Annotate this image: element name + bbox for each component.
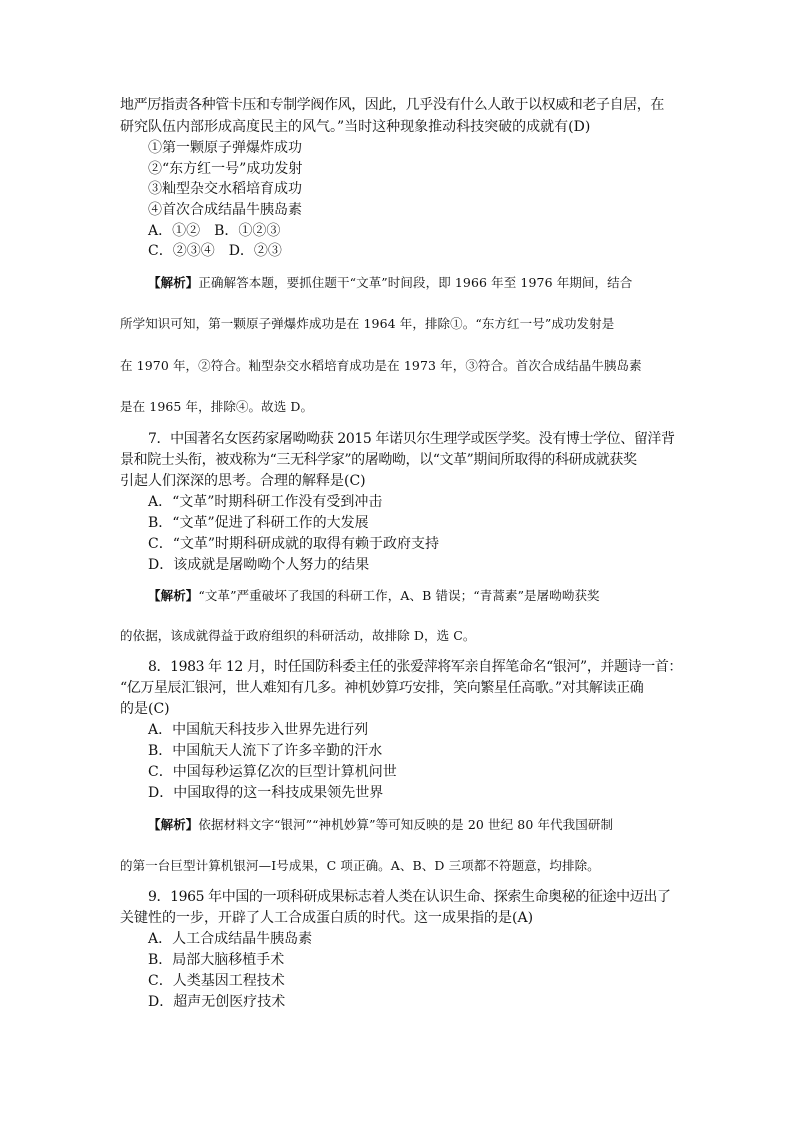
q8-stem-line-2: “亿万星辰汇银河，世人难知有几多。神机妙算巧安排，笑向繁星任高歌。”对其解读正确 [120, 680, 644, 696]
q6-option-line-2: C．②③④ D．②③ [148, 243, 282, 259]
q8-option-d: D．中国取得的这一科技成果领先世界 [148, 785, 384, 801]
q9-stem-line-1: 9．1965 年中国的一项科研成果标志着人类在认识生命、探索生命奥秘的征途中迈出了 [148, 889, 671, 905]
q8-analysis-line-1: 【解析】依据材料文字“银河”“神机妙算”等可知反映的是 20 世纪 80 年代我国研制 [148, 817, 614, 832]
q7-analysis-line-1: 【解析】“文革”严重破坏了我国的科研工作，A、B 错误；“青蒿素”是屠呦呦获奖 [148, 588, 600, 603]
q9-option-b: B．局部大脑移植手术 [148, 952, 285, 968]
q6-analysis-line-2: 所学知识可知，第一颗原子弹爆炸成功是在 1964 年，排除①。“东方红一号”成功发射是 [120, 316, 615, 331]
analysis-tag: 【解析】 [148, 275, 199, 290]
q6-stem-line-2: 研究队伍内部形成高度民主的风气。”当时这种现象推动科技突破的成就有(D) [120, 119, 591, 135]
q7-analysis-line-2: 的依据，该成就得益于政府组织的科研活动，故排除 D，选 C。 [120, 628, 476, 643]
q9-stem-line-2: 关键性的一步，开辟了人工合成蛋白质的时代。这一成果指的是(A) [120, 910, 534, 926]
analysis-tag: 【解析】 [148, 817, 199, 832]
q6-analysis-line-1: 【解析】正确解答本题，要抓住题干“文革”时间段，即 1966 年至 1976 年期间，结合 [148, 275, 633, 290]
q8-stem-line-3: 的是(C) [120, 701, 170, 717]
q8-stem-line-1: 8．1983 年 12 月，时任国防科委主任的张爱萍将军亲自挥笔命名“银河”，并题诗一首： [148, 659, 683, 675]
q7-stem-line-1: 7．中国著名女医药家屠呦呦获 2015 年诺贝尔生理学或医学奖。没有博士学位、留洋背 [148, 431, 675, 447]
q7-stem-line-3: 引起人们深深的思考。合理的解释是(C) [120, 473, 366, 489]
q7-option-a: A．“文革”时期科研工作没有受到冲击 [148, 494, 383, 510]
q6-item-2: ②“东方红一号”成功发射 [148, 161, 303, 177]
q8-option-a: A．中国航天科技步入世界先进行列 [148, 722, 369, 738]
q6-item-4: ④首次合成结晶牛胰岛素 [148, 202, 302, 218]
q7-stem-line-2: 景和院士头衔，被戏称为“三无科学家”的屠呦呦，以“文革”期间所取得的科研成就获奖 [120, 452, 637, 468]
q6-option-line-1: A．①② B．①②③ [148, 223, 281, 239]
q9-option-c: C．人类基因工程技术 [148, 973, 285, 989]
q6-item-1: ①第一颗原子弹爆炸成功 [148, 140, 302, 156]
q6-analysis-line-4: 是在 1965 年，排除④。故选 D。 [120, 399, 314, 414]
q6-analysis-line-3: 在 1970 年，②符合。籼型杂交水稻培育成功是在 1973 年，③符合。首次合成结晶牛胰岛素 [120, 358, 642, 373]
q8-option-c: C．中国每秒运算亿次的巨型计算机问世 [148, 764, 397, 780]
q7-option-b: B．“文革”促进了科研工作的大发展 [148, 515, 369, 531]
q6-item-3: ③籼型杂交水稻培育成功 [148, 181, 302, 197]
q8-analysis-line-2: 的第一台巨型计算机银河—Ⅰ号成果，C 项正确。A、B、D 三项都不符题意，均排除。 [120, 858, 600, 873]
q9-option-a: A．人工合成结晶牛胰岛素 [148, 931, 313, 947]
q6-stem-line-1: 地严厉指责各种管卡压和专制学阀作风，因此，几乎没有什么人敢于以权威和老子自居，在 [120, 97, 664, 113]
q7-option-c: C．“文革”时期科研成就的取得有赖于政府支持 [148, 536, 440, 552]
q9-option-d: D．超声无创医疗技术 [148, 994, 286, 1010]
q8-option-b: B．中国航天人流下了许多辛勤的汗水 [148, 743, 383, 759]
q7-option-d: D．该成就是屠呦呦个人努力的结果 [148, 557, 370, 573]
analysis-tag: 【解析】 [148, 588, 199, 603]
